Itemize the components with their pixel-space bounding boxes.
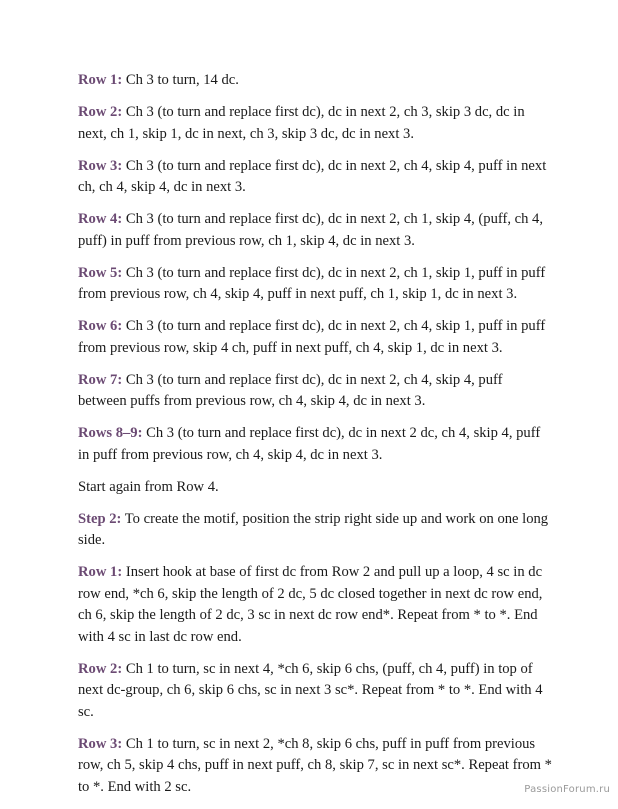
row-text: Ch 3 (to turn and replace first dc), dc in next 2, ch 4, skip 4, puff in next ch, ch 4, skip 4, dc in next 3. bbox=[78, 157, 547, 195]
instruction-row-5 bbox=[78, 263, 554, 306]
instruction-repeat-note bbox=[78, 477, 554, 499]
pattern-instructions bbox=[78, 70, 554, 809]
row-label: Row 2: bbox=[78, 660, 123, 677]
row-text: Ch 3 (to turn and replace first dc), dc in next 2, ch 1, skip 4, (puff, ch 4, puff) in puff from previous row, ch 1, skip 4, dc in next 3. bbox=[78, 211, 544, 249]
row-text: Ch 3 (to turn and replace first dc), dc in next 2, ch 4, skip 1, puff in puff from previous row, skip 4 ch, puff in next puff, ch 4, skip 1, dc in next 3. bbox=[78, 318, 546, 356]
row-text: Ch 3 (to turn and replace first dc), dc in next 2, ch 3, skip 3 dc, dc in next, ch 1, skip 1, dc in next, ch 3, skip 3 dc, dc in next 3. bbox=[78, 104, 525, 142]
instruction-row-1 bbox=[78, 70, 554, 92]
motif-row-3 bbox=[78, 734, 554, 799]
instruction-row-4 bbox=[78, 209, 554, 252]
row-label: Row 1: bbox=[78, 564, 123, 580]
note-text: Start again from Row 4. bbox=[78, 478, 219, 495]
instruction-step-2 bbox=[78, 509, 554, 552]
instruction-row-6 bbox=[78, 316, 554, 359]
row-label: Row 2: bbox=[78, 104, 123, 120]
row-text: Insert hook at base of first dc from Row 2 and pull up a loop, 4 sc in dc row end, *ch 6, skip the length of 2 dc, 5 dc closed together in next dc row end, ch 6, skip the length of 2 dc, 3 sc in next dc row end*. Repeat from * to *. End with 4 sc in last dc row end. bbox=[78, 564, 543, 645]
site-watermark: PassionForum.ru bbox=[524, 784, 610, 795]
step-text: To create the motif, position the strip right side up and work on one long side. bbox=[78, 510, 549, 548]
row-label: Rows 8–9: bbox=[78, 425, 143, 441]
instruction-rows-8-9 bbox=[78, 423, 554, 466]
step-label: Step 2: bbox=[78, 510, 122, 527]
row-label: Row 4: bbox=[78, 211, 123, 227]
row-text: Ch 3 (to turn and replace first dc), dc in next 2, ch 4, skip 4, puff between puffs from previous row, ch 4, skip 4, dc in next 3. bbox=[78, 371, 503, 409]
row-label: Row 1: bbox=[78, 72, 123, 88]
instruction-row-2 bbox=[78, 102, 554, 145]
row-text: Ch 1 to turn, sc in next 4, *ch 6, skip 6 chs, (puff, ch 4, puff) in top of next dc-group, ch 6, skip 6 chs, sc in next 3 sc*. Repeat from * to *. End with 4 sc. bbox=[78, 660, 543, 720]
instruction-row-7 bbox=[78, 370, 554, 413]
row-text: Ch 3 to turn, 14 dc. bbox=[122, 72, 239, 88]
row-text: Ch 1 to turn, sc in next 2, *ch 8, skip 6 chs, puff in puff from previous row, ch 5, skip 4 chs, puff in next puff, ch 8, skip 7, sc in next sc*. Repeat from * to *. End with 2 sc. bbox=[78, 735, 552, 795]
row-label: Row 7: bbox=[78, 371, 123, 388]
motif-row-2 bbox=[78, 659, 554, 724]
instruction-row-3 bbox=[78, 156, 554, 199]
motif-row-1 bbox=[78, 562, 554, 648]
row-label: Row 3: bbox=[78, 735, 123, 752]
row-label: Row 3: bbox=[78, 157, 123, 174]
row-label: Row 5: bbox=[78, 264, 123, 281]
row-text: Ch 3 (to turn and replace first dc), dc in next 2, ch 1, skip 1, puff in puff from previous row, ch 4, skip 4, puff in next puff, ch 1, skip 1, dc in next 3. bbox=[78, 264, 546, 302]
row-label: Row 6: bbox=[78, 318, 123, 334]
row-text: Ch 3 (to turn and replace first dc), dc in next 2 dc, ch 4, skip 4, puff in puff from previous row, ch 4, skip 4, dc in next 3. bbox=[78, 425, 541, 463]
